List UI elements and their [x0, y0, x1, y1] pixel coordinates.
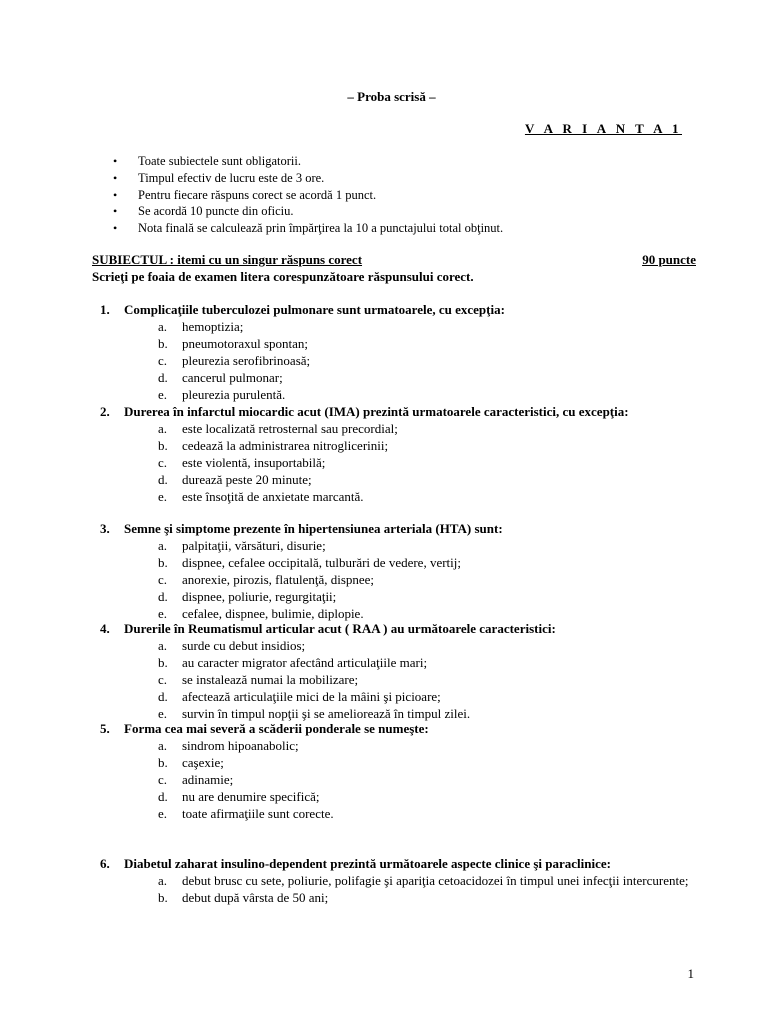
- option-item: [158, 571, 696, 588]
- option-item: [158, 754, 696, 771]
- option-item: [158, 471, 696, 488]
- question-number: 3.: [100, 521, 110, 536]
- option-letter: b.: [158, 555, 168, 570]
- option-text: palpitaţii, vărsături, disurie;: [182, 538, 326, 553]
- option-letter: c.: [158, 455, 168, 470]
- options-list: [100, 737, 696, 822]
- option-text: debut după vârsta de 50 ani;: [182, 890, 329, 905]
- option-text: dispnee, cefalee occipitală, tulburări de vedere, vertij;: [182, 555, 461, 570]
- option-item: [158, 654, 696, 671]
- question-number: 5.: [100, 721, 110, 736]
- option-letter: a.: [158, 638, 168, 653]
- question-number: 2.: [100, 404, 110, 419]
- question-number: 6.: [100, 856, 110, 871]
- option-item: [158, 369, 696, 386]
- option-letter: a.: [158, 319, 168, 334]
- question-4: [100, 620, 696, 722]
- option-letter: e.: [158, 706, 168, 721]
- variant-label: V A R I A N T A 1: [524, 121, 682, 136]
- question-number: 4.: [100, 621, 110, 636]
- option-text: cefalee, dispnee, bulimie, diplopie.: [182, 606, 364, 621]
- rule-item: • Nota finală se calculează prin împărţirea la 10 a punctajului total obţinut.: [113, 220, 503, 237]
- option-text: sindrom hipoanabolic;: [182, 738, 299, 753]
- option-item: [158, 889, 696, 906]
- rule-item: • Pentru fiecare răspuns corect se acordă 1 punct.: [113, 187, 503, 204]
- option-text: este localizată retrosternal sau precordial;: [182, 421, 398, 436]
- option-text: surde cu debut insidios;: [182, 638, 306, 653]
- option-item: [158, 788, 696, 805]
- rule-item: • Toate subiectele sunt obligatorii.: [113, 153, 503, 170]
- option-letter: c.: [158, 772, 168, 787]
- option-text: debut brusc cu sete, poliurie, polifagie şi apariţia cetoacidozei în timpul unei infecţii intercurente;: [182, 873, 689, 888]
- option-text: cancerul pulmonar;: [182, 370, 283, 385]
- options-list: [100, 637, 696, 722]
- option-text: durează peste 20 minute;: [182, 472, 312, 487]
- option-text: hemoptizia;: [182, 319, 244, 334]
- option-letter: d.: [158, 689, 168, 704]
- question-text: Diabetul zaharat insulino-dependent prezintă următoarele aspecte clinice şi paraclinice:: [124, 856, 611, 871]
- option-item: [158, 554, 696, 571]
- option-item: [158, 771, 696, 788]
- option-text: pneumotoraxul spontan;: [182, 336, 309, 351]
- option-letter: a.: [158, 873, 168, 888]
- option-text: este violentă, insuportabilă;: [182, 455, 326, 470]
- option-letter: c.: [158, 353, 168, 368]
- option-letter: e.: [158, 489, 168, 504]
- option-item: [158, 872, 696, 889]
- option-item: [158, 454, 696, 471]
- page-title: – Proba scrisă –: [347, 89, 436, 104]
- option-item: [158, 318, 696, 335]
- option-letter: e.: [158, 806, 168, 821]
- option-text: anorexie, pirozis, flatulenţă, dispnee;: [182, 572, 375, 587]
- question-6: [100, 855, 696, 906]
- option-text: survin în timpul nopţii şi se ameliorează în timpul zilei.: [182, 706, 471, 721]
- option-text: toate afirmaţiile sunt corecte.: [182, 806, 334, 821]
- question-text: Semne şi simptome prezente în hipertensiunea arteriala (HTA) sunt:: [124, 521, 503, 536]
- option-letter: a.: [158, 538, 168, 553]
- question-text: Forma cea mai severă a scăderii ponderale se numeşte:: [124, 721, 429, 736]
- question-number: 1.: [100, 302, 110, 317]
- option-item: [158, 805, 696, 822]
- question-3: [100, 520, 696, 622]
- option-text: pleurezia serofibrinoasă;: [182, 353, 311, 368]
- option-letter: a.: [158, 421, 168, 436]
- option-item: [158, 737, 696, 754]
- option-text: au caracter migrator afectând articulaţiile mari;: [182, 655, 428, 670]
- option-letter: e.: [158, 606, 168, 621]
- option-text: nu are denumire specifică;: [182, 789, 320, 804]
- option-item: [158, 588, 696, 605]
- option-letter: a.: [158, 738, 168, 753]
- rule-item: • Se acordă 10 puncte din oficiu.: [113, 203, 503, 220]
- option-item: [158, 352, 696, 369]
- option-item: [158, 537, 696, 554]
- option-letter: b.: [158, 438, 168, 453]
- option-item: [158, 437, 696, 454]
- question-text: Complicaţiile tuberculozei pulmonare sunt urmatoarele, cu excepţia:: [124, 302, 505, 317]
- rule-item: • Timpul efectiv de lucru este de 3 ore.: [113, 170, 503, 187]
- subject-instruction: Scrieţi pe foaia de examen litera corespunzătoare răspunsului corect.: [92, 269, 474, 284]
- option-letter: d.: [158, 789, 168, 804]
- options-list: [100, 420, 696, 505]
- option-item: [158, 335, 696, 352]
- option-text: pleurezia purulentă.: [182, 387, 286, 402]
- option-letter: b.: [158, 655, 168, 670]
- options-list: [100, 872, 696, 906]
- option-letter: c.: [158, 672, 168, 687]
- option-text: cedează la administrarea nitroglicerinii;: [182, 438, 389, 453]
- question-5: [100, 720, 696, 822]
- option-letter: c.: [158, 572, 168, 587]
- options-list: [100, 537, 696, 622]
- question-text: Durerea în infarctul miocardic acut (IMA) prezintă urmatoarele caracteristici, cu excepţia:: [124, 404, 629, 419]
- option-text: se instalează numai la mobilizare;: [182, 672, 359, 687]
- option-item: [158, 386, 696, 403]
- option-letter: b.: [158, 890, 168, 905]
- question-2: [100, 403, 696, 505]
- subject-header: [92, 251, 696, 285]
- subject-label: SUBIECTUL : itemi cu un singur răspuns corect: [92, 252, 363, 267]
- option-text: dispnee, poliurie, regurgitaţii;: [182, 589, 337, 604]
- option-item: [158, 488, 696, 505]
- option-letter: e.: [158, 387, 168, 402]
- option-letter: d.: [158, 589, 168, 604]
- question-text: Durerile în Reumatismul articular acut ( RAA ) au următoarele caracteristici:: [124, 621, 556, 636]
- rules-list: [113, 153, 503, 237]
- option-text: adinamie;: [182, 772, 234, 787]
- option-item: [158, 671, 696, 688]
- option-item: [158, 637, 696, 654]
- subject-points: 90 puncte: [642, 252, 696, 267]
- option-text: caşexie;: [182, 755, 224, 770]
- option-letter: b.: [158, 336, 168, 351]
- option-item: [158, 688, 696, 705]
- question-1: [100, 301, 696, 403]
- page-number: 1: [687, 966, 694, 981]
- option-letter: d.: [158, 472, 168, 487]
- option-letter: d.: [158, 370, 168, 385]
- option-letter: b.: [158, 755, 168, 770]
- options-list: [100, 318, 696, 403]
- option-text: afectează articulaţiile mici de la mâini şi picioare;: [182, 689, 441, 704]
- option-text: este însoţită de anxietate marcantă.: [182, 489, 364, 504]
- option-item: [158, 420, 696, 437]
